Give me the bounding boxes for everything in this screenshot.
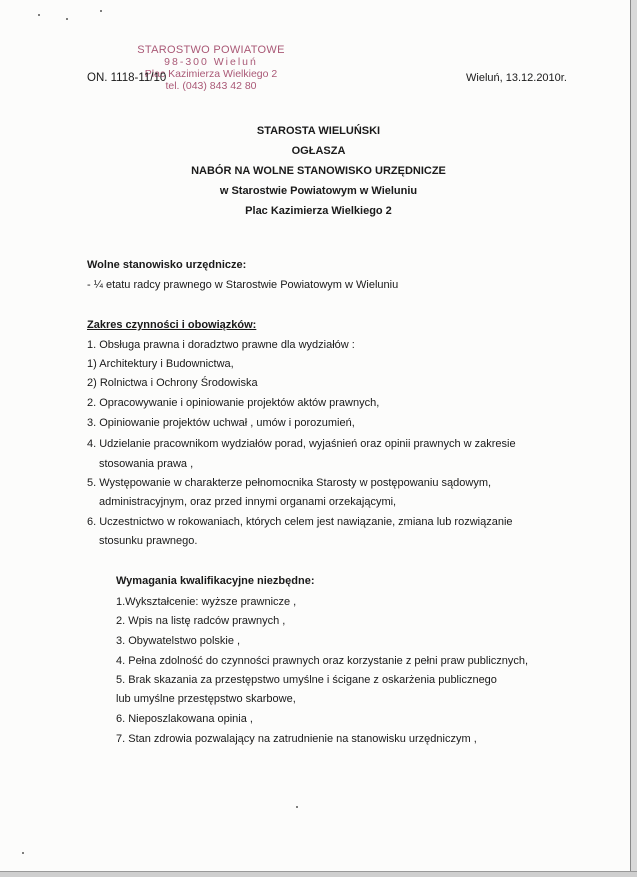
reference-number: ON. 1118-11/10 xyxy=(87,72,167,84)
duties-heading: Zakres czynności i obowiązków: xyxy=(87,319,257,331)
title-line-1: STAROSTA WIELUŃSKI xyxy=(256,125,381,137)
duty-line: 1. Obsługa prawna i doradztwo prawne dla wydziałów : xyxy=(87,339,355,351)
duty-line: stosunku prawnego. xyxy=(99,535,198,547)
title-line-5: Plac Kazimierza Wielkiego 2 xyxy=(245,205,392,217)
scan-speck xyxy=(100,10,102,12)
requirement-line: 1.Wykształcenie: wyższe prawnicze , xyxy=(116,596,297,608)
scan-speck xyxy=(296,806,298,808)
duty-line: 6. Uczestnictwo w rokowaniach, których celem jest nawiązanie, zmiana lub rozwiązanie xyxy=(87,516,513,528)
document-date: Wieluń, 13.12.2010r. xyxy=(466,72,567,84)
position-heading: Wolne stanowisko urzędnicze: xyxy=(87,259,247,271)
title-line-2: OGŁASZA xyxy=(291,145,346,157)
requirement-line: 4. Pełna zdolność do czynności prawnych oraz korzystanie z pełni praw publicznych, xyxy=(116,655,529,667)
requirement-line: lub umyślne przestępstwo skarbowe, xyxy=(116,693,296,705)
duty-line: 5. Występowanie w charakterze pełnomocnika Starosty w postępowaniu sądowym, xyxy=(87,477,492,489)
duty-line: 2. Opracowywanie i opiniowanie projektów aktów prawnych, xyxy=(87,397,380,409)
title-line-4: w Starostwie Powiatowym w Wieluniu xyxy=(219,185,418,197)
duty-line: 1) Architektury i Budownictwa, xyxy=(87,358,234,370)
requirement-line: 3. Obywatelstwo polskie , xyxy=(116,635,241,647)
duty-line: 3. Opiniowanie projektów uchwał , umów i porozumień, xyxy=(87,417,355,429)
requirement-line: 2. Wpis na listę radców prawnych , xyxy=(116,615,286,627)
requirement-line: 5. Brak skazania za przestępstwo umyślne i ścigane z oskarżenia publicznego xyxy=(116,674,497,686)
duty-line: administracyjnym, oraz przed innymi organami orzekającymi, xyxy=(99,496,397,508)
requirement-line: 7. Stan zdrowia pozwalający na zatrudnienie na stanowisku urzędniczym , xyxy=(116,733,477,745)
scan-speck xyxy=(22,852,24,854)
scan-edge-bottom xyxy=(0,871,637,877)
requirements-heading: Wymagania kwalifikacyjne niezbędne: xyxy=(116,575,315,587)
stamp-line-2: 98-300 Wieluń xyxy=(164,56,258,68)
stamp-line-3: Plac Kazimierza Wielkiego 2 xyxy=(144,68,278,80)
scan-speck xyxy=(38,14,40,16)
scan-speck xyxy=(66,18,68,20)
stamp-line-4: tel. (043) 843 42 80 xyxy=(165,80,257,92)
stamp-line-1: STAROSTWO POWIATOWE xyxy=(137,44,285,56)
duty-line: stosowania prawa , xyxy=(99,458,194,470)
title-line-3: NABÓR NA WOLNE STANOWISKO URZĘDNICZE xyxy=(191,165,446,177)
duty-line: 4. Udzielanie pracownikom wydziałów porad, wyjaśnień oraz opinii prawnych w zakresie xyxy=(87,438,516,450)
position-text: - ¼ etatu radcy prawnego w Starostwie Powiatowym w Wieluniu xyxy=(87,279,399,291)
duty-line: 2) Rolnictwa i Ochrony Środowiska xyxy=(87,377,258,389)
office-stamp xyxy=(136,44,286,92)
requirement-line: 6. Nieposzlakowana opinia , xyxy=(116,713,253,725)
